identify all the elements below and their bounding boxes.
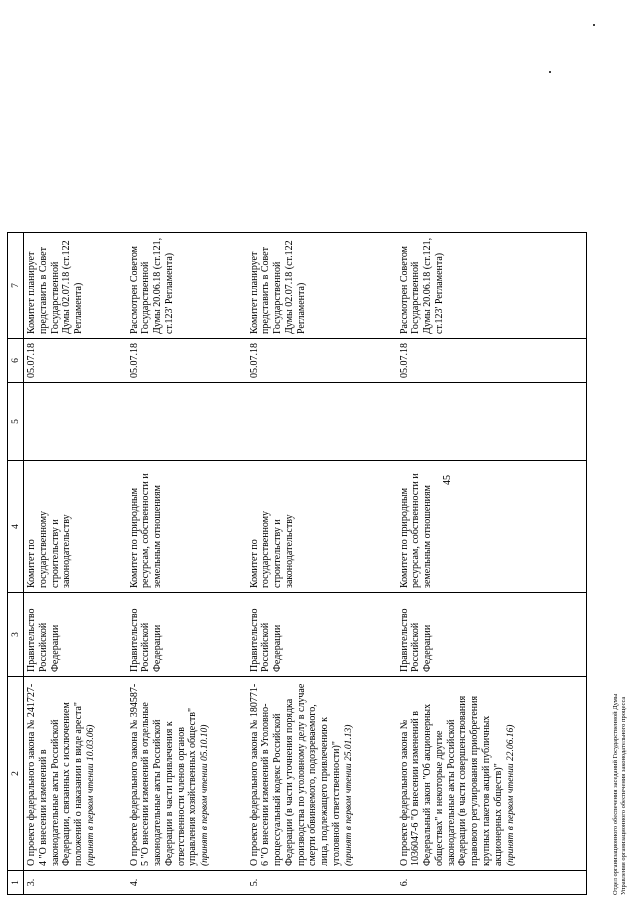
column-number: 1: [8, 871, 24, 895]
bill-cell: [397, 677, 587, 871]
initiator-cell: Правительство Российской Федерации: [24, 593, 127, 677]
bill-title: О проекте федерального закона № 241727-4 "О внесении изменений в законодательные акты Российской Федерации, связанных с исключением положений о наказании в виде ареста": [26, 683, 85, 866]
bill-cell: [127, 677, 247, 871]
empty-cell: [127, 383, 247, 461]
column-number: 3: [8, 593, 24, 677]
row-number: 6.: [397, 871, 587, 895]
first-reading-note: (принят в первом чтении 25.01.13): [343, 724, 354, 866]
row-number: 3.: [24, 871, 127, 895]
status-cell: Рассмотрен Советом Государственной Думы 20.06.18 (ст.121, ст.123' Регламента): [127, 233, 247, 339]
initiator-cell: Правительство Российской Федерации: [127, 593, 247, 677]
status-cell: Комитет планирует представить в Совет Государственной Думы 02.07.18 (ст.122 Регламента): [247, 233, 397, 339]
committee-cell: Комитет по государственному строительству и законодательству: [247, 461, 397, 593]
date-cell: 05.07.18: [247, 339, 397, 383]
bill-title: О проекте федерального закона № 394587-5 "О внесении изменений в отдельные законодательные акты Российской Федерации в части привлечения к ответственности членов органов управления хозяйственных обществ": [128, 683, 199, 866]
date-cell: 05.07.18: [397, 339, 587, 383]
table-row: [397, 233, 587, 895]
bill-cell: [247, 677, 397, 871]
column-number: 4: [8, 461, 24, 593]
first-reading-note: (принят в первом чтении 10.03.06): [85, 724, 96, 866]
table-row: [247, 233, 397, 895]
table-row: [127, 233, 247, 895]
bill-title: О проекте федерального закона № 180771-6 "О внесении изменений в Уголовно-процессуальный кодекс Российской Федерации (в части уточнения порядка производства по уголовному делу в случае смерти обвиняемого, подозреваемого, лица, подлежащего привлечению к уголовной ответственности)": [248, 683, 343, 866]
column-number: 7: [8, 233, 24, 339]
column-number: 2: [8, 677, 24, 871]
empty-cell: [397, 383, 587, 461]
date-cell: 05.07.18: [127, 339, 247, 383]
first-reading-note: (принят в первом чтении 05.10.10): [200, 724, 211, 866]
row-number: 4.: [127, 871, 247, 895]
column-number: 6: [8, 339, 24, 383]
empty-cell: [24, 383, 127, 461]
committee-cell: Комитет по природным ресурсам, собственности и земельным отношениям: [127, 461, 247, 593]
bill-cell: [24, 677, 127, 871]
bills-table: [7, 232, 587, 895]
footer-line: Управления организационного обеспечения законодательного процесса: [620, 696, 627, 895]
table-row: [24, 233, 127, 895]
row-number: 5.: [247, 871, 397, 895]
column-number-row: [8, 233, 24, 895]
status-cell: Рассмотрен Советом Государственной Думы 20.06.18 (ст.121, ст.123' Регламента): [397, 233, 587, 339]
bill-title: О проекте федерального закона № 1036047-6 "О внесении изменений в Федеральный закон "Об акционерных обществах" и некоторые другие законодательные акты Российской Федерации (в части совершенствования правового регулирования приобретения крупных пакетов акций публичных акционерных обществ)": [398, 695, 504, 866]
committee-cell: Комитет по государственному строительству и законодательству: [24, 461, 127, 593]
date-cell: 05.07.18: [24, 339, 127, 383]
status-cell: Комитет планирует представить в Совет Государственной Думы 02.07.18 (ст.122 Регламента): [24, 233, 127, 339]
footer-note: [612, 694, 628, 895]
initiator-cell: Правительство Российской Федерации: [247, 593, 397, 677]
committee-cell: Комитет по природным ресурсам, собственности и земельным отношениям: [397, 461, 587, 593]
empty-cell: [247, 383, 397, 461]
first-reading-note: (принят в первом чтении 22.06.16): [505, 724, 516, 866]
page-number: 45: [442, 475, 453, 485]
initiator-cell: Правительство Российской Федерации: [397, 593, 587, 677]
footer-line: Отдел организационного обеспечения заседаний Государственной Думы: [612, 693, 619, 895]
column-number: 5: [8, 383, 24, 461]
